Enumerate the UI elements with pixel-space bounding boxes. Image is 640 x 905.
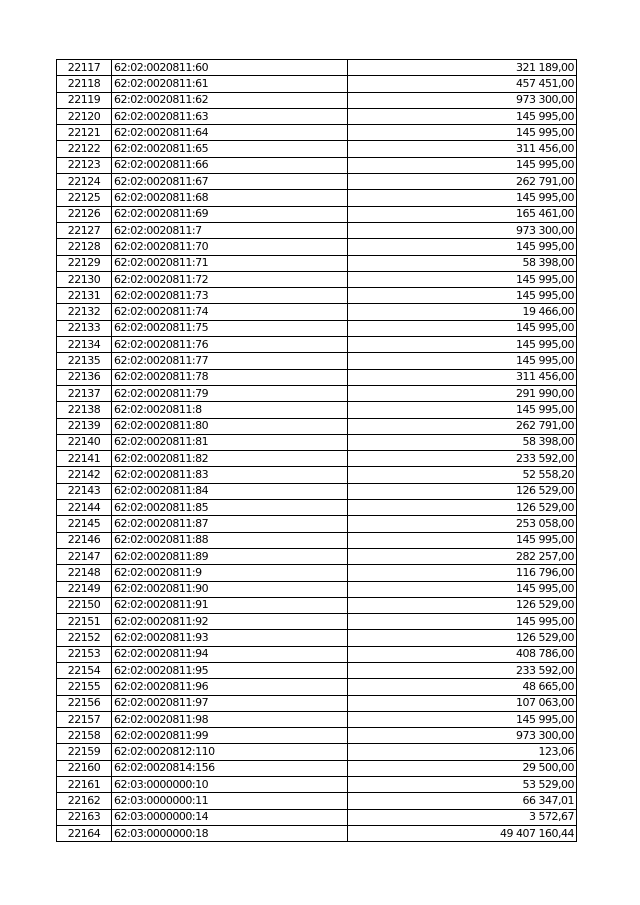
cadastral-number-cell: 62:02:0020811:82: [112, 451, 348, 467]
table-row: [57, 369, 577, 385]
row-number-cell: 22143: [57, 483, 112, 499]
cadastral-value-cell: 123,06: [348, 744, 577, 760]
cadastral-number-cell: 62:02:0020811:74: [112, 304, 348, 320]
row-number-cell: 22137: [57, 385, 112, 401]
cadastral-value-cell: 66 347,01: [348, 793, 577, 809]
table-row: [57, 337, 577, 353]
table-row: [57, 597, 577, 613]
row-number-cell: 22118: [57, 76, 112, 92]
cadastral-number-cell: 62:02:0020811:94: [112, 646, 348, 662]
row-number-cell: 22153: [57, 646, 112, 662]
row-number-cell: 22151: [57, 614, 112, 630]
cadastral-value-cell: 145 995,00: [348, 532, 577, 548]
table-row: [57, 255, 577, 271]
cadastral-value-cell: 116 796,00: [348, 565, 577, 581]
row-number-cell: 22154: [57, 662, 112, 678]
cadastral-number-cell: 62:03:0000000:10: [112, 777, 348, 793]
row-number-cell: 22150: [57, 597, 112, 613]
cadastral-value-cell: 145 995,00: [348, 353, 577, 369]
table-row: [57, 402, 577, 418]
row-number-cell: 22159: [57, 744, 112, 760]
cadastral-number-cell: 62:02:0020811:93: [112, 630, 348, 646]
cadastral-number-cell: 62:02:0020811:9: [112, 565, 348, 581]
row-number-cell: 22142: [57, 467, 112, 483]
cadastral-number-cell: 62:02:0020812:110: [112, 744, 348, 760]
row-number-cell: 22160: [57, 760, 112, 776]
cadastral-value-cell: 253 058,00: [348, 516, 577, 532]
cadastral-number-cell: 62:02:0020811:68: [112, 190, 348, 206]
cadastral-value-cell: 145 995,00: [348, 581, 577, 597]
cadastral-value-cell: 262 791,00: [348, 418, 577, 434]
row-number-cell: 22123: [57, 157, 112, 173]
cadastral-value-cell: 58 398,00: [348, 434, 577, 450]
row-number-cell: 22140: [57, 434, 112, 450]
cadastral-value-cell: 145 995,00: [348, 402, 577, 418]
row-number-cell: 22138: [57, 402, 112, 418]
cadastral-value-cell: 145 995,00: [348, 288, 577, 304]
cadastral-value-cell: 145 995,00: [348, 711, 577, 727]
cadastral-value-cell: 145 995,00: [348, 125, 577, 141]
table-row: [57, 744, 577, 760]
cadastral-number-cell: 62:02:0020811:87: [112, 516, 348, 532]
row-number-cell: 22125: [57, 190, 112, 206]
cadastral-value-cell: 48 665,00: [348, 679, 577, 695]
table-row: [57, 728, 577, 744]
cadastral-number-cell: 62:02:0020811:63: [112, 108, 348, 124]
table-row: [57, 548, 577, 564]
row-number-cell: 22161: [57, 777, 112, 793]
cadastral-number-cell: 62:02:0020811:70: [112, 239, 348, 255]
row-number-cell: 22127: [57, 222, 112, 238]
table-row: [57, 76, 577, 92]
cadastral-number-cell: 62:02:0020811:81: [112, 434, 348, 450]
table-row: [57, 695, 577, 711]
row-number-cell: 22129: [57, 255, 112, 271]
row-number-cell: 22157: [57, 711, 112, 727]
cadastral-value-cell: 126 529,00: [348, 483, 577, 499]
cadastral-value-cell: 49 407 160,44: [348, 825, 577, 841]
table-row: [57, 288, 577, 304]
cadastral-value-cell: 145 995,00: [348, 271, 577, 287]
table-row: [57, 662, 577, 678]
row-number-cell: 22146: [57, 532, 112, 548]
cadastral-value-cell: 145 995,00: [348, 190, 577, 206]
row-number-cell: 22139: [57, 418, 112, 434]
table-row: [57, 793, 577, 809]
row-number-cell: 22147: [57, 548, 112, 564]
cadastral-value-cell: 29 500,00: [348, 760, 577, 776]
table-row: [57, 125, 577, 141]
table-row: [57, 614, 577, 630]
row-number-cell: 22122: [57, 141, 112, 157]
row-number-cell: 22156: [57, 695, 112, 711]
cadastral-number-cell: 62:02:0020811:67: [112, 174, 348, 190]
cadastral-number-cell: 62:02:0020811:75: [112, 320, 348, 336]
row-number-cell: 22148: [57, 565, 112, 581]
cadastral-number-cell: 62:03:0000000:11: [112, 793, 348, 809]
table-row: [57, 451, 577, 467]
row-number-cell: 22158: [57, 728, 112, 744]
table-row: [57, 434, 577, 450]
cadastral-value-cell: 145 995,00: [348, 337, 577, 353]
table-row: [57, 222, 577, 238]
row-number-cell: 22126: [57, 206, 112, 222]
table-row: [57, 777, 577, 793]
row-number-cell: 22121: [57, 125, 112, 141]
cadastral-value-cell: 311 456,00: [348, 369, 577, 385]
cadastral-number-cell: 62:02:0020811:62: [112, 92, 348, 108]
table-row: [57, 825, 577, 841]
table-row: [57, 60, 577, 76]
table-row: [57, 500, 577, 516]
cadastral-number-cell: 62:02:0020811:84: [112, 483, 348, 499]
cadastral-value-cell: 457 451,00: [348, 76, 577, 92]
cadastral-value-cell: 126 529,00: [348, 597, 577, 613]
cadastral-number-cell: 62:02:0020811:61: [112, 76, 348, 92]
cadastral-number-cell: 62:02:0020811:72: [112, 271, 348, 287]
cadastral-number-cell: 62:02:0020814:156: [112, 760, 348, 776]
row-number-cell: 22163: [57, 809, 112, 825]
row-number-cell: 22130: [57, 271, 112, 287]
row-number-cell: 22155: [57, 679, 112, 695]
cadastral-number-cell: 62:02:0020811:65: [112, 141, 348, 157]
cadastral-value-cell: 3 572,67: [348, 809, 577, 825]
cadastral-value-cell: 19 466,00: [348, 304, 577, 320]
row-number-cell: 22131: [57, 288, 112, 304]
cadastral-number-cell: 62:02:0020811:64: [112, 125, 348, 141]
table-row: [57, 92, 577, 108]
cadastral-value-cell: 973 300,00: [348, 222, 577, 238]
cadastral-value-cell: 145 995,00: [348, 108, 577, 124]
cadastral-value-cell: 282 257,00: [348, 548, 577, 564]
cadastral-value-cell: 145 995,00: [348, 157, 577, 173]
table-row: [57, 271, 577, 287]
row-number-cell: 22145: [57, 516, 112, 532]
table-row: [57, 174, 577, 190]
cadastral-value-cell: 311 456,00: [348, 141, 577, 157]
row-number-cell: 22152: [57, 630, 112, 646]
cadastral-value-cell: 233 592,00: [348, 451, 577, 467]
row-number-cell: 22119: [57, 92, 112, 108]
cadastral-number-cell: 62:02:0020811:8: [112, 402, 348, 418]
cadastral-number-cell: 62:02:0020811:99: [112, 728, 348, 744]
cadastral-number-cell: 62:03:0000000:18: [112, 825, 348, 841]
cadastral-number-cell: 62:02:0020811:73: [112, 288, 348, 304]
table-body: [57, 60, 577, 842]
cadastral-value-cell: 145 995,00: [348, 320, 577, 336]
cadastral-value-cell: 973 300,00: [348, 92, 577, 108]
cadastral-value-cell: 126 529,00: [348, 500, 577, 516]
table-row: [57, 565, 577, 581]
table-row: [57, 679, 577, 695]
row-number-cell: 22164: [57, 825, 112, 841]
cadastral-number-cell: 62:02:0020811:80: [112, 418, 348, 434]
row-number-cell: 22135: [57, 353, 112, 369]
cadastral-value-cell: 321 189,00: [348, 60, 577, 76]
cadastral-value-cell: 145 995,00: [348, 239, 577, 255]
cadastral-value-cell: 165 461,00: [348, 206, 577, 222]
row-number-cell: 22134: [57, 337, 112, 353]
row-number-cell: 22117: [57, 60, 112, 76]
cadastral-value-cell: 126 529,00: [348, 630, 577, 646]
table-row: [57, 809, 577, 825]
row-number-cell: 22120: [57, 108, 112, 124]
table-row: [57, 760, 577, 776]
cadastral-value-cell: 291 990,00: [348, 385, 577, 401]
row-number-cell: 22162: [57, 793, 112, 809]
cadastral-number-cell: 62:02:0020811:88: [112, 532, 348, 548]
table-row: [57, 353, 577, 369]
cadastral-value-cell: 233 592,00: [348, 662, 577, 678]
table-row: [57, 467, 577, 483]
table-row: [57, 190, 577, 206]
cadastral-value-cell: 53 529,00: [348, 777, 577, 793]
cadastral-number-cell: 62:02:0020811:77: [112, 353, 348, 369]
cadastral-number-cell: 62:02:0020811:97: [112, 695, 348, 711]
table-row: [57, 711, 577, 727]
table-row: [57, 239, 577, 255]
cadastral-value-table: [56, 59, 577, 842]
cadastral-value-cell: 58 398,00: [348, 255, 577, 271]
row-number-cell: 22132: [57, 304, 112, 320]
row-number-cell: 22144: [57, 500, 112, 516]
cadastral-number-cell: 62:02:0020811:71: [112, 255, 348, 271]
row-number-cell: 22149: [57, 581, 112, 597]
cadastral-number-cell: 62:02:0020811:95: [112, 662, 348, 678]
row-number-cell: 22133: [57, 320, 112, 336]
cadastral-number-cell: 62:02:0020811:96: [112, 679, 348, 695]
cadastral-value-cell: 262 791,00: [348, 174, 577, 190]
table-row: [57, 206, 577, 222]
row-number-cell: 22128: [57, 239, 112, 255]
row-number-cell: 22136: [57, 369, 112, 385]
cadastral-number-cell: 62:02:0020811:91: [112, 597, 348, 613]
table-row: [57, 532, 577, 548]
cadastral-number-cell: 62:02:0020811:89: [112, 548, 348, 564]
cadastral-number-cell: 62:02:0020811:92: [112, 614, 348, 630]
table-row: [57, 646, 577, 662]
row-number-cell: 22124: [57, 174, 112, 190]
cadastral-value-cell: 145 995,00: [348, 614, 577, 630]
cadastral-value-cell: 107 063,00: [348, 695, 577, 711]
cadastral-number-cell: 62:02:0020811:98: [112, 711, 348, 727]
cadastral-number-cell: 62:02:0020811:90: [112, 581, 348, 597]
table-row: [57, 516, 577, 532]
table-row: [57, 418, 577, 434]
table-row: [57, 108, 577, 124]
cadastral-value-cell: 973 300,00: [348, 728, 577, 744]
table-row: [57, 141, 577, 157]
cadastral-value-cell: 408 786,00: [348, 646, 577, 662]
cadastral-number-cell: 62:02:0020811:83: [112, 467, 348, 483]
row-number-cell: 22141: [57, 451, 112, 467]
cadastral-value-cell: 52 558,20: [348, 467, 577, 483]
table-row: [57, 320, 577, 336]
cadastral-number-cell: 62:02:0020811:79: [112, 385, 348, 401]
cadastral-number-cell: 62:02:0020811:66: [112, 157, 348, 173]
cadastral-number-cell: 62:02:0020811:7: [112, 222, 348, 238]
table-row: [57, 581, 577, 597]
cadastral-number-cell: 62:02:0020811:76: [112, 337, 348, 353]
table-row: [57, 630, 577, 646]
table-row: [57, 483, 577, 499]
cadastral-number-cell: 62:03:0000000:14: [112, 809, 348, 825]
cadastral-number-cell: 62:02:0020811:85: [112, 500, 348, 516]
cadastral-number-cell: 62:02:0020811:69: [112, 206, 348, 222]
cadastral-number-cell: 62:02:0020811:78: [112, 369, 348, 385]
table-row: [57, 304, 577, 320]
cadastral-number-cell: 62:02:0020811:60: [112, 60, 348, 76]
table-row: [57, 385, 577, 401]
table-row: [57, 157, 577, 173]
